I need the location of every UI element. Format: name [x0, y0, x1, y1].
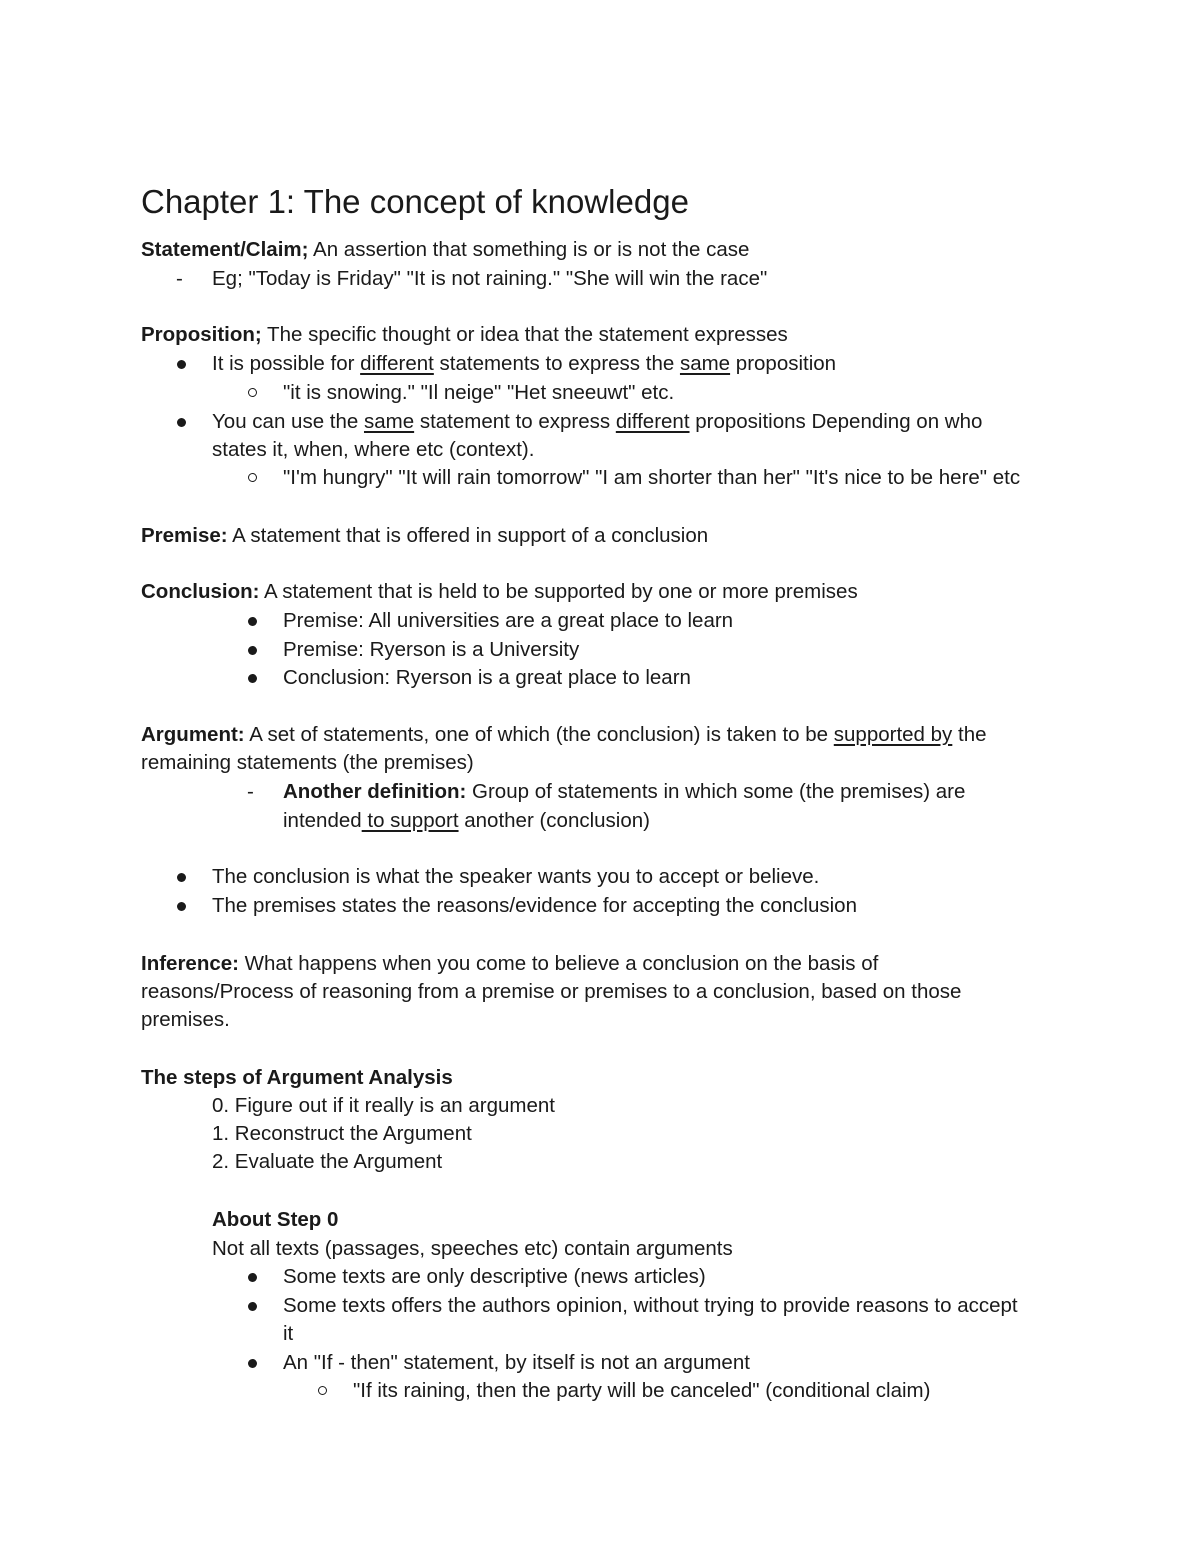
hollow-bullet-icon	[318, 1386, 327, 1395]
list-item	[0, 664, 1200, 692]
conclusion-example-item: Conclusion: Ryerson is a great place to learn	[283, 666, 691, 689]
dash-marker: -	[176, 267, 183, 290]
argument-term: Argument:	[141, 723, 245, 746]
list-item	[0, 1292, 1200, 1320]
premise-def: A statement that is offered in support of a conclusion	[227, 524, 709, 547]
bullet-icon	[248, 646, 257, 655]
bullet-icon	[177, 902, 186, 911]
step0-intro: Not all texts (passages, speeches etc) contain arguments	[212, 1237, 733, 1260]
step0-sub-bullet: "If its raining, then the party will be canceled" (conditional claim)	[353, 1379, 931, 1402]
bullet-icon	[248, 1302, 257, 1311]
list-item	[0, 863, 1200, 891]
list-item	[0, 379, 1200, 407]
hollow-bullet-icon	[248, 388, 257, 397]
statement-definition	[141, 236, 749, 264]
list-item	[0, 350, 1200, 378]
argument-alt-term: Another definition:	[283, 780, 467, 803]
proposition-term: Proposition;	[141, 323, 262, 346]
proposition-bullet-1: It is possible for different statements to express the same proposition	[212, 352, 837, 375]
bullet-icon	[248, 617, 257, 626]
list-item	[0, 778, 1200, 806]
argument-alt-definition: Another definition: Group of statements in which some (the premises) are	[283, 780, 966, 803]
step0-bullet: An "If - then" statement, by itself is not an argument	[283, 1351, 750, 1374]
list-item	[0, 1377, 1200, 1405]
bullet-icon	[248, 1359, 257, 1368]
bullet-icon	[177, 418, 186, 427]
statement-term: Statement/Claim;	[141, 238, 309, 261]
steps-heading: The steps of Argument Analysis	[141, 1066, 453, 1089]
step0-bullet-cont: it	[283, 1322, 294, 1345]
page-title: Chapter 1: The concept of knowledge	[141, 183, 689, 220]
inference-definition-cont: premises.	[141, 1008, 230, 1031]
proposition-bullet-2-cont: states it, when, where etc (context).	[212, 438, 535, 461]
conclusion-def: A statement that is held to be supported by one or more premises	[259, 580, 858, 603]
conclusion-definition	[141, 578, 858, 606]
proposition-sub-2: "I'm hungry" "It will rain tomorrow" "I am shorter than her" "It's nice to be here" etc	[283, 466, 1021, 489]
argument-bullet: The conclusion is what the speaker wants you to accept or believe.	[212, 865, 820, 888]
argument-alt-definition-cont: intended to support another (conclusion)	[283, 809, 650, 832]
bullet-icon	[177, 873, 186, 882]
argument-definition: Argument: A set of statements, one of which (the conclusion) is taken to be supported by the	[141, 723, 987, 746]
step-item: 2. Evaluate the Argument	[212, 1150, 443, 1173]
proposition-sub-1: "it is snowing." "Il neige" "Het sneeuwt" etc.	[283, 381, 675, 404]
statement-def: An assertion that something is or is not the case	[308, 238, 750, 261]
list-item	[0, 607, 1200, 635]
premise-definition	[141, 522, 708, 550]
statement-example: Eg; "Today is Friday" "It is not raining." "She will win the race"	[212, 267, 768, 290]
inference-term: Inference:	[141, 952, 239, 975]
bullet-icon	[177, 360, 186, 369]
proposition-definition	[141, 321, 788, 349]
argument-bullet: The premises states the reasons/evidence for accepting the conclusion	[212, 894, 857, 917]
conclusion-example-item: Premise: Ryerson is a University	[283, 638, 580, 661]
inference-definition: Inference: What happens when you come to believe a conclusion on the basis of	[141, 952, 879, 975]
premise-term: Premise:	[141, 524, 228, 547]
step0-bullet: Some texts offers the authors opinion, without trying to provide reasons to accept	[283, 1294, 1018, 1317]
hollow-bullet-icon	[248, 473, 257, 482]
argument-definition-cont: remaining statements (the premises)	[141, 751, 474, 774]
step0-heading: About Step 0	[212, 1208, 339, 1231]
step-item: 0. Figure out if it really is an argument	[212, 1094, 555, 1117]
step-item: 1. Reconstruct the Argument	[212, 1122, 472, 1145]
conclusion-example-item: Premise: All universities are a great place to learn	[283, 609, 734, 632]
inference-definition-cont: reasons/Process of reasoning from a premise or premises to a conclusion, based on those	[141, 980, 962, 1003]
proposition-bullet-2: You can use the same statement to express different propositions Depending on who	[212, 410, 983, 433]
proposition-def: The specific thought or idea that the statement expresses	[261, 323, 788, 346]
list-item	[0, 464, 1200, 492]
list-item	[0, 636, 1200, 664]
list-item	[0, 1349, 1200, 1377]
bullet-icon	[248, 674, 257, 683]
list-item	[0, 408, 1200, 436]
conclusion-term: Conclusion:	[141, 580, 260, 603]
step0-bullet: Some texts are only descriptive (news articles)	[283, 1265, 706, 1288]
list-item	[0, 892, 1200, 920]
list-item	[0, 1263, 1200, 1291]
statement-example-line	[0, 265, 1200, 293]
bullet-icon	[248, 1273, 257, 1282]
dash-marker: -	[247, 780, 254, 803]
